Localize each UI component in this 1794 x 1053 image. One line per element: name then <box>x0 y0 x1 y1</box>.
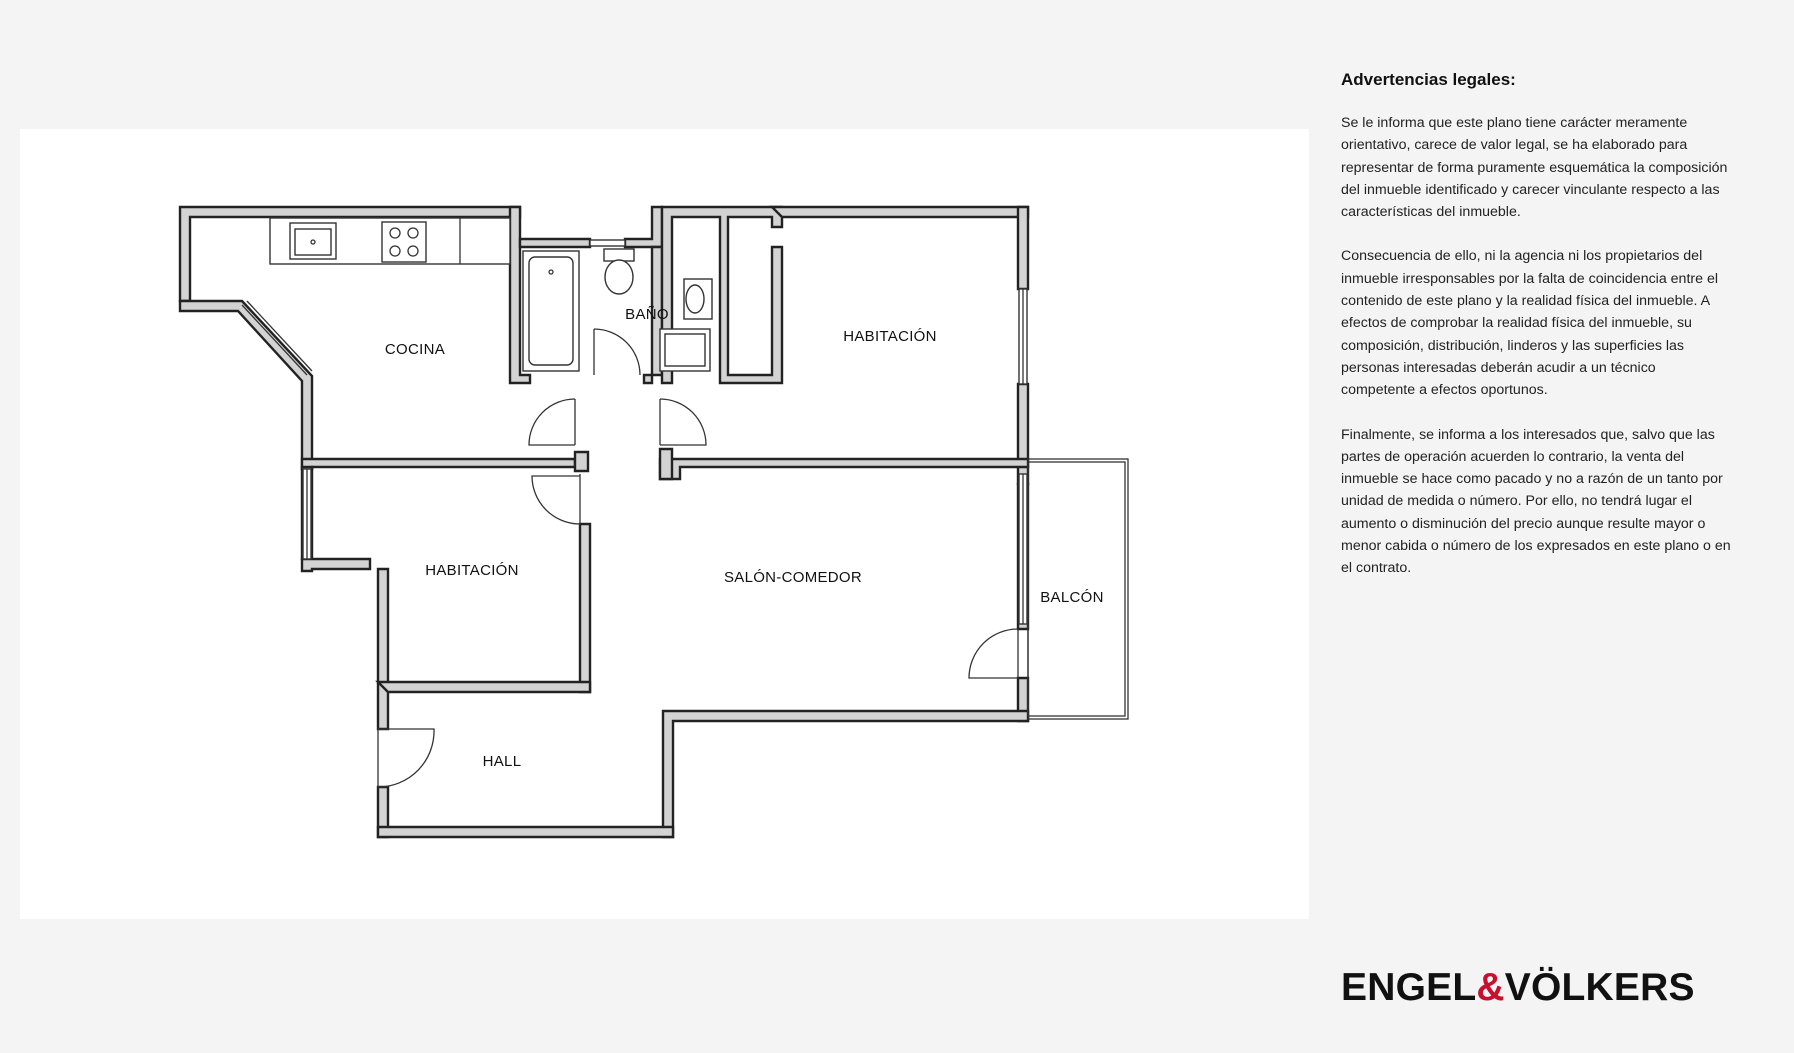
washbasin <box>684 279 712 319</box>
window-bedroom2 <box>303 469 311 559</box>
wall-bedroom1-bottom <box>660 459 1028 479</box>
shower-tray <box>660 329 710 371</box>
wall-bedroom2-divider <box>580 524 590 692</box>
wall-bedroom1-right-lower <box>1018 384 1028 484</box>
wall-kitchen-left-slant <box>180 301 312 469</box>
legal-title: Advertencias legales: <box>1341 70 1516 89</box>
legal-paragraph-1: Se le informa que este plano tiene carácter meramente orientativo, carece de valor legal, se ha elaborado para representar de forma puramente esquemática la composición del inmueble identificado y carecer vinculante respecto a las características del inmueble. <box>1341 115 1728 221</box>
wall-corridor-right-stub <box>660 449 672 479</box>
room-label-balcon: BALCÓN <box>1040 589 1104 606</box>
door-entrance <box>378 729 434 787</box>
wall-bath-top-left <box>520 239 590 247</box>
brand-name-right: VÖLKERS <box>1504 966 1695 1009</box>
room-label-habitacion-2: HABITACIÓN <box>425 562 519 579</box>
wall-bedroom2-left-lower <box>302 559 370 571</box>
brand-logo <box>1341 966 1695 1010</box>
kitchen-sink <box>290 223 336 259</box>
door-bathroom <box>594 329 640 375</box>
window-bedroom1 <box>1019 289 1027 384</box>
wall-bedroom2-left-hall <box>378 569 388 729</box>
room-label-habitacion-1: HABITACIÓN <box>843 328 937 345</box>
door-balcony <box>969 629 1018 678</box>
toilet <box>604 249 634 294</box>
wall-bath-top-right <box>625 207 662 247</box>
brand-name-left: ENGEL <box>1341 966 1477 1009</box>
floor-plan-drawing <box>20 129 1309 919</box>
door-bedroom2 <box>532 474 580 524</box>
door-bedroom1 <box>660 399 706 445</box>
bathtub <box>523 251 579 371</box>
room-label-hall: HALL <box>482 753 522 770</box>
room-label-cocina: COCINA <box>384 341 446 358</box>
brand-ampersand: & <box>1476 966 1505 1009</box>
wall-bedroom2-bottom <box>378 682 590 692</box>
window-bath <box>590 240 625 246</box>
legal-notice <box>1341 70 1731 602</box>
legal-paragraph-2: Consecuencia de ello, ni la agencia ni los propietarios del inmueble irresponsables por la falta de coincidencia entre el contenido de este plano y la realidad física del inmueble. A efectos de comprobar la realidad física del inmueble, su composición, distribución, linderos y las superficies las personas interesadas deberán acudir a un técnico competente a efectos oportunos. <box>1341 248 1718 399</box>
wall-bedroom1-right <box>1018 207 1028 289</box>
wall-hall-bottom <box>378 827 673 837</box>
wall-corridor-left-stub <box>575 452 588 471</box>
door-kitchen <box>529 399 575 445</box>
room-label-bano: BAÑO <box>625 306 669 323</box>
window-living <box>1019 474 1027 624</box>
legal-paragraph-3: Finalmente, se informa a los interesados que, salvo que las partes de operación acuerden lo contrario, la venta del inmueble se hace como pacado y no a razón de un tanto por unidad de medida o número. Por ello, no tendrá lugar el aumento o disminución del precio aunque resulte mayor o menor cabida o número de los expresados en este plano o en el contrato. <box>1341 426 1731 577</box>
floor-plan-panel <box>20 129 1309 919</box>
room-label-salon-comedor: SALÓN-COMEDOR <box>723 569 863 586</box>
wall-kitchen-inner-bottom <box>302 459 575 469</box>
kitchen-stove <box>382 222 426 262</box>
wall-living-bottom <box>663 711 1028 837</box>
wall-bedroom1-top <box>772 207 1028 217</box>
